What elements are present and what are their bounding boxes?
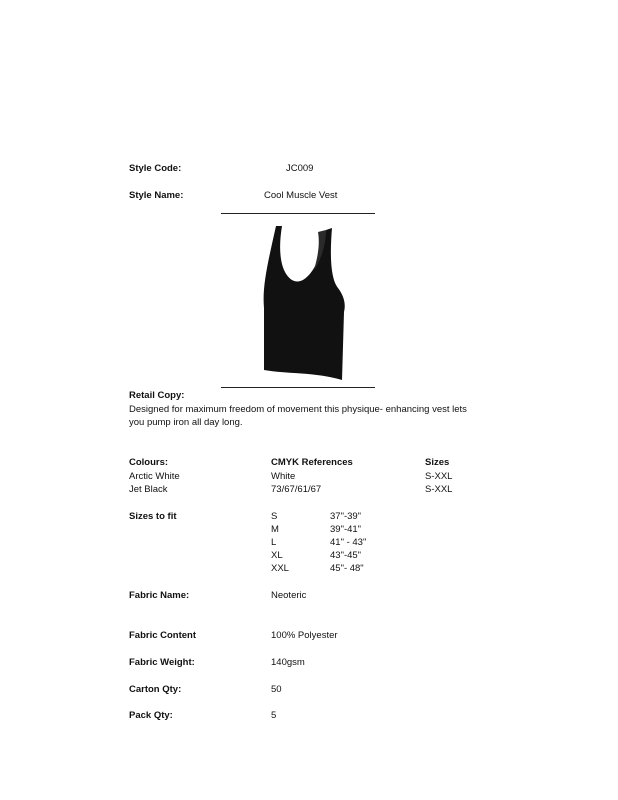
style-code-value: JC009 [286, 163, 314, 174]
colour-name: Jet Black [129, 484, 168, 495]
fit-size: L [271, 537, 277, 548]
fabric-content-value: 100% Polyester [271, 630, 338, 641]
tank-top-icon [256, 222, 348, 384]
carton-qty-value: 50 [271, 684, 282, 695]
colour-cmyk: 73/67/61/67 [271, 484, 322, 495]
fit-size: XXL [271, 563, 289, 574]
style-name-label: Style Name: [129, 190, 184, 201]
fabric-content-label: Fabric Content [129, 630, 197, 641]
pack-qty-label: Pack Qty: [129, 710, 173, 721]
fit-size: XL [271, 550, 283, 561]
fit-measure: 45"- 48" [330, 563, 364, 574]
sizes-header: Sizes [425, 457, 450, 468]
top-divider [221, 213, 375, 214]
retail-copy-label: Retail Copy: [129, 390, 185, 401]
retail-copy-text: Designed for maximum freedom of movement this physique- enhancing vest lets you pump iron all day long. [129, 404, 467, 428]
colour-name: Arctic White [129, 471, 180, 482]
colour-sizes: S-XXL [425, 484, 453, 495]
fit-size: M [271, 524, 279, 535]
bottom-divider [221, 387, 375, 388]
fabric-name-value: Neoteric [271, 590, 307, 601]
fabric-weight-value: 140gsm [271, 657, 305, 668]
colours-header: Colours: [129, 457, 169, 468]
style-code-label: Style Code: [129, 163, 182, 174]
fit-measure: 43"-45" [330, 550, 362, 561]
fabric-name-label: Fabric Name: [129, 590, 190, 601]
carton-qty-label: Carton Qty: [129, 684, 182, 695]
colour-sizes: S-XXL [425, 471, 453, 482]
fit-measure: 37"-39" [330, 511, 362, 522]
fit-size: S [271, 511, 278, 522]
cmyk-header: CMYK References [271, 457, 353, 468]
colour-cmyk: White [271, 471, 296, 482]
fit-measure: 41" - 43" [330, 537, 367, 548]
pack-qty-value: 5 [271, 710, 277, 721]
style-name-value: Cool Muscle Vest [264, 190, 338, 201]
fit-measure: 39"-41" [330, 524, 362, 535]
fabric-weight-label: Fabric Weight: [129, 657, 195, 668]
sizes-to-fit-label: Sizes to fit [129, 511, 177, 522]
